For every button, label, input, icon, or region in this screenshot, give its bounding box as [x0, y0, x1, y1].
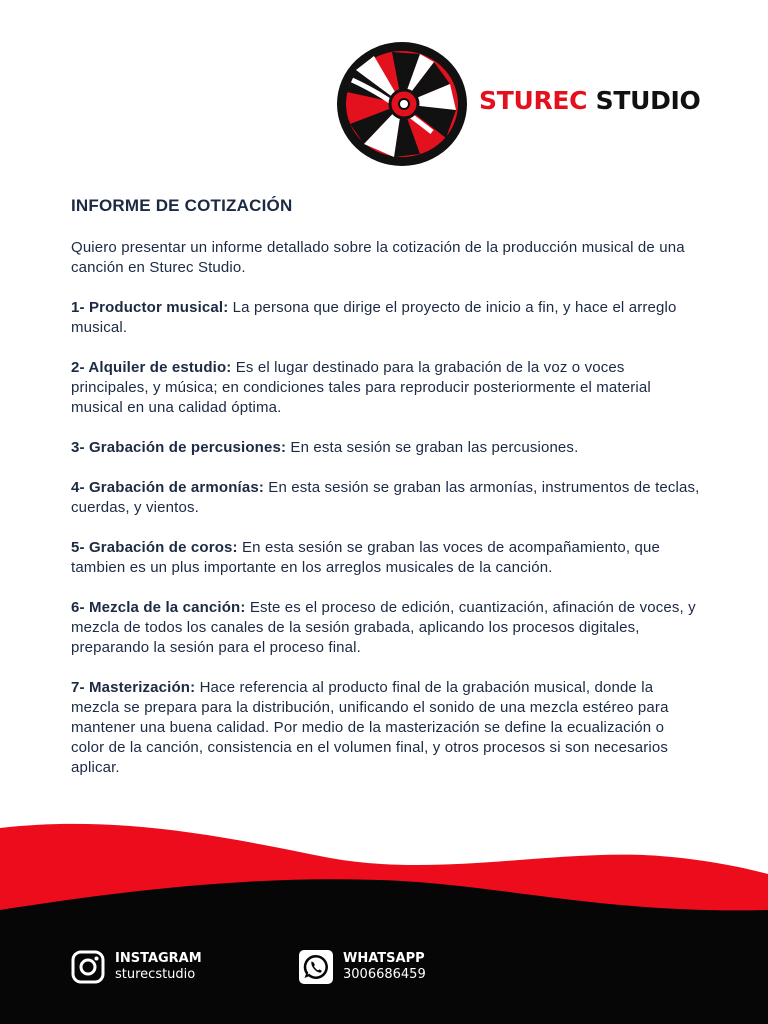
item-mezcla-cancion — [71, 598, 701, 658]
item-label: 4- Grabación de armonías: — [71, 479, 264, 496]
item-label: 2- Alquiler de estudio: — [71, 359, 232, 376]
item-text: Es el lugar destinado para la grabación de la voz o voces principales, y música; en condiciones tales para reproducir posteriormente el material musical en una calidad óptima. — [71, 359, 651, 416]
item-grabacion-coros — [71, 538, 701, 578]
item-text: La persona que dirige el proyecto de inicio a fin, y hace el arreglo musical. — [71, 299, 677, 336]
instagram-icon — [71, 950, 105, 984]
instagram-contact[interactable] — [71, 950, 202, 984]
item-label: 6- Mezcla de la canción: — [71, 599, 246, 616]
instagram-label: INSTAGRAM — [115, 951, 202, 966]
brand-name — [479, 86, 701, 115]
footer-wave-background — [0, 818, 768, 1024]
document-body — [71, 196, 701, 798]
item-grabacion-percusiones — [71, 438, 701, 458]
item-label: 3- Grabación de percusiones: — [71, 439, 287, 456]
vinyl-record-icon — [334, 40, 470, 168]
item-label: 5- Grabación de coros: — [71, 539, 238, 556]
intro-paragraph: Quiero presentar un informe detallado sobre la cotización de la producción musical de una canción en Sturec Studio. — [71, 239, 685, 276]
item-productor-musical — [71, 298, 701, 338]
document-title: INFORME DE COTIZACIÓN — [71, 196, 293, 215]
instagram-handle[interactable]: sturecstudio — [115, 967, 196, 982]
brand-name-red: STUREC — [479, 86, 588, 115]
item-alquiler-estudio — [71, 358, 701, 418]
item-label: 1- Productor musical: — [71, 299, 229, 316]
whatsapp-label: WHATSAPP — [343, 951, 425, 966]
item-text: Hace referencia al producto final de la grabación musical, donde la mezcla se prepara para la distribución, unificando el sonido de una mezcla estéreo para mantener una buena calidad. Por medio de la masterización se define la ecualización o color de la canción, consistencia en el volumen final, y otros procesos si son necesarios aplicar. — [71, 679, 669, 776]
instagram-text — [115, 951, 202, 983]
whatsapp-number[interactable]: 3006686459 — [343, 967, 426, 982]
item-text: En esta sesión se graban las percusiones. — [286, 439, 579, 456]
item-label: 7- Masterización: — [71, 679, 196, 696]
whatsapp-text — [343, 951, 426, 983]
item-masterizacion — [71, 678, 701, 778]
item-text: Este es el proceso de edición, cuantización, afinación de voces, y mezcla de todos los canales de la sesión grabada, aplicando los procesos digitales, preparando la sesión para el proceso final. — [71, 599, 696, 656]
whatsapp-contact[interactable] — [299, 950, 426, 984]
item-text: En esta sesión se graban las voces de acompañamiento, que tambien es un plus importante en los arreglos musicales de la canción. — [71, 539, 660, 576]
whatsapp-icon — [299, 950, 333, 984]
item-text: En esta sesión se graban las armonías, instrumentos de teclas, cuerdas, y vientos. — [71, 479, 700, 516]
brand-name-black: STUDIO — [595, 86, 701, 115]
item-grabacion-armonias — [71, 478, 701, 518]
brand-logo — [334, 40, 701, 170]
